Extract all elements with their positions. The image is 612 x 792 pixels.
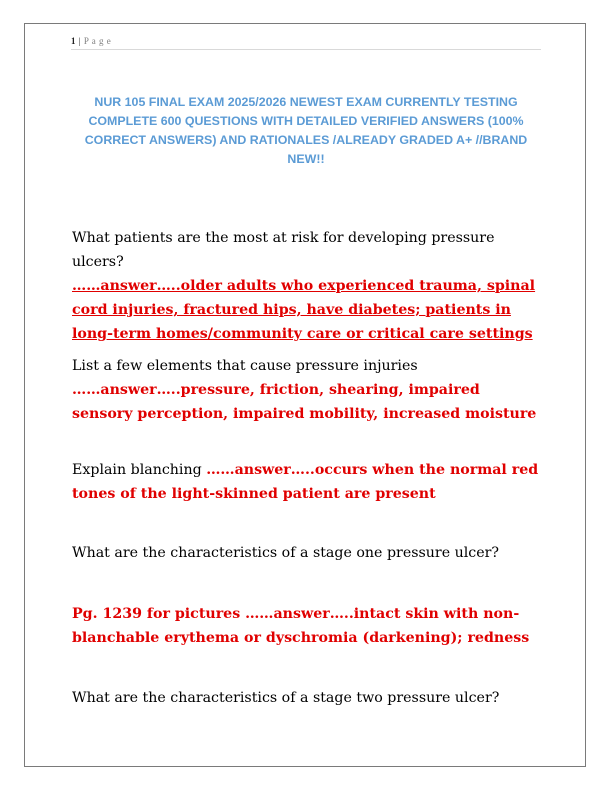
page-header [71,36,111,46]
qa-item [72,686,542,710]
page-label: P a g e [83,36,112,46]
qa-item [72,458,542,506]
header-divider [71,49,541,50]
question-text: Explain blanching [72,462,207,478]
qa-item [72,602,542,650]
qa-item [72,354,542,426]
page-number: 1 [71,36,76,46]
qa-item [72,541,542,565]
answer-text: ……answer…..older adults who experienced trauma, spinal cord injuries, fractured hips, have diabetes; patients in long-term homes/community care or critical care settings [72,278,536,342]
answer-text: ……answer…..pressure, friction, shearing, impaired sensory perception, impaired mobility, increased moisture [72,382,537,422]
question-text: What are the characteristics of a stage one pressure ulcer? [72,545,500,561]
header-separator: | [78,36,82,46]
question-text: What patients are the most at risk for developing pressure ulcers? [72,230,495,270]
answer-text: ……answer…..occurs when the normal red tones of the light-skinned patient are present [72,462,539,502]
document-title: NUR 105 FINAL EXAM 2025/2026 NEWEST EXAM CURRENTLY TESTING COMPLETE 600 QUESTIONS WITH DETAILED VERIFIED ANSWERS (100% CORRECT ANSWERS) AND RATIONALES /ALREADY GRADED A+ //BRAND NEW!! [84,95,528,166]
question-text: List a few elements that cause pressure injuries [72,358,418,374]
answer-text: Pg. 1239 for pictures ……answer…..intact skin with non-blanchable erythema or dyschromia (darkening); redness [72,606,530,646]
qa-item [72,226,542,346]
question-text: What are the characteristics of a stage two pressure ulcer? [72,690,500,706]
